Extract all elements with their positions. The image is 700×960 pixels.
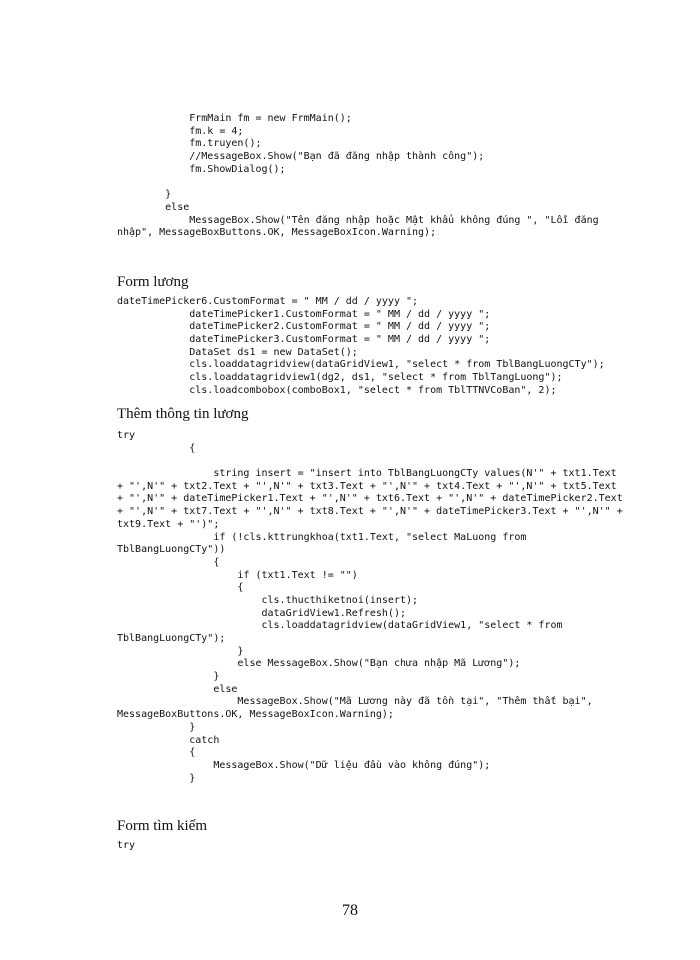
code-line: dateTimePicker3.CustomFormat = " MM / dd / yyyy ";: [117, 334, 491, 346]
code-line: TblBangLuongCTy");: [117, 633, 226, 644]
code-line: DataSet ds1 = new DataSet();: [117, 346, 358, 358]
code-block-search-form: [117, 840, 637, 853]
section-heading-add-salary: Thêm thông tin lương: [117, 406, 249, 422]
code-line: MessageBox.Show("Mã Lương này đã tồn tại", "Thêm thất bại",: [117, 696, 593, 708]
code-line: }: [117, 772, 196, 784]
code-line: string insert = "insert into TblBangLuongCTy values(N'" + txt1.Text: [117, 468, 617, 480]
code-line: fm.truyen();: [117, 138, 262, 150]
code-line: dataGridView1.Refresh();: [117, 607, 406, 619]
code-line: }: [117, 721, 196, 733]
code-line: {: [117, 442, 196, 454]
code-line: try: [117, 840, 136, 851]
code-line: if (txt1.Text != ""): [117, 569, 358, 581]
code-line: }: [117, 671, 220, 683]
code-block-login: [117, 113, 637, 240]
code-line: {: [117, 582, 244, 594]
code-line: cls.loadcombobox(comboBox1, "select * from TblTTNVCoBan", 2);: [117, 384, 557, 396]
code-line: + "',N'" + dateTimePicker1.Text + "',N'" + txt6.Text + "',N'" + dateTimePicker2.Text: [117, 493, 623, 505]
code-line: [117, 176, 637, 189]
code-line: fm.k = 4;: [117, 125, 244, 137]
code-line: //MessageBox.Show("Bạn đã đăng nhập thành công");: [117, 151, 485, 163]
code-line: + "',N'" + txt2.Text + "',N'" + txt3.Text + "',N'" + txt4.Text + "',N'" + txt5.Text: [117, 480, 617, 492]
code-line: try: [117, 430, 136, 441]
code-line: nhập", MessageBoxButtons.OK, MessageBoxIcon.Warning);: [117, 227, 437, 239]
code-line: }: [117, 189, 172, 201]
code-line: txt9.Text + "')";: [117, 518, 220, 530]
code-line: TblBangLuongCTy")): [117, 544, 226, 556]
code-line: else: [117, 201, 190, 213]
code-line: MessageBoxButtons.OK, MessageBoxIcon.Warning);: [117, 709, 394, 721]
section-heading-search-form: Form tìm kiếm: [117, 818, 207, 834]
code-line: dateTimePicker6.CustomFormat = " MM / dd / yyyy ";: [117, 296, 419, 307]
code-line: MessageBox.Show("Dữ liệu đầu vào không đúng");: [117, 759, 491, 771]
section-heading-salary-form: Form lương: [117, 274, 189, 290]
code-line: fm.ShowDialog();: [117, 163, 286, 175]
code-line: dateTimePicker2.CustomFormat = " MM / dd / yyyy ";: [117, 321, 491, 333]
code-line: if (!cls.kttrungkhoa(txt1.Text, "select MaLuong from: [117, 531, 527, 543]
code-line: cls.loaddatagridview(dataGridView1, "select * from: [117, 620, 563, 632]
code-line: else: [117, 683, 238, 695]
code-line: FrmMain fm = new FrmMain();: [117, 113, 352, 124]
code-line: cls.loaddatagridview1(dg2, ds1, "select * from TblTangLuong");: [117, 372, 563, 384]
code-block-add-salary: [117, 430, 637, 785]
code-line: catch: [117, 734, 220, 746]
code-block-salary-form-load: [117, 296, 637, 398]
code-line: }: [117, 645, 244, 657]
code-line: {: [117, 556, 220, 568]
code-line: + "',N'" + txt7.Text + "',N'" + txt8.Text + "',N'" + dateTimePicker3.Text + "',N'" +: [117, 506, 623, 518]
page-number: 78: [342, 902, 358, 919]
code-line: MessageBox.Show("Tên đăng nhập hoặc Mật khẩu không đúng ", "Lỗi đăng: [117, 214, 599, 226]
code-line: else MessageBox.Show("Bạn chưa nhập Mã Lương");: [117, 658, 521, 670]
code-line: cls.loaddatagridview(dataGridView1, "select * from TblBangLuongCTy");: [117, 359, 605, 371]
code-line: {: [117, 747, 196, 759]
code-line: cls.thucthiketnoi(insert);: [117, 594, 419, 606]
code-line: [117, 455, 637, 468]
code-line: dateTimePicker1.CustomFormat = " MM / dd / yyyy ";: [117, 308, 491, 320]
